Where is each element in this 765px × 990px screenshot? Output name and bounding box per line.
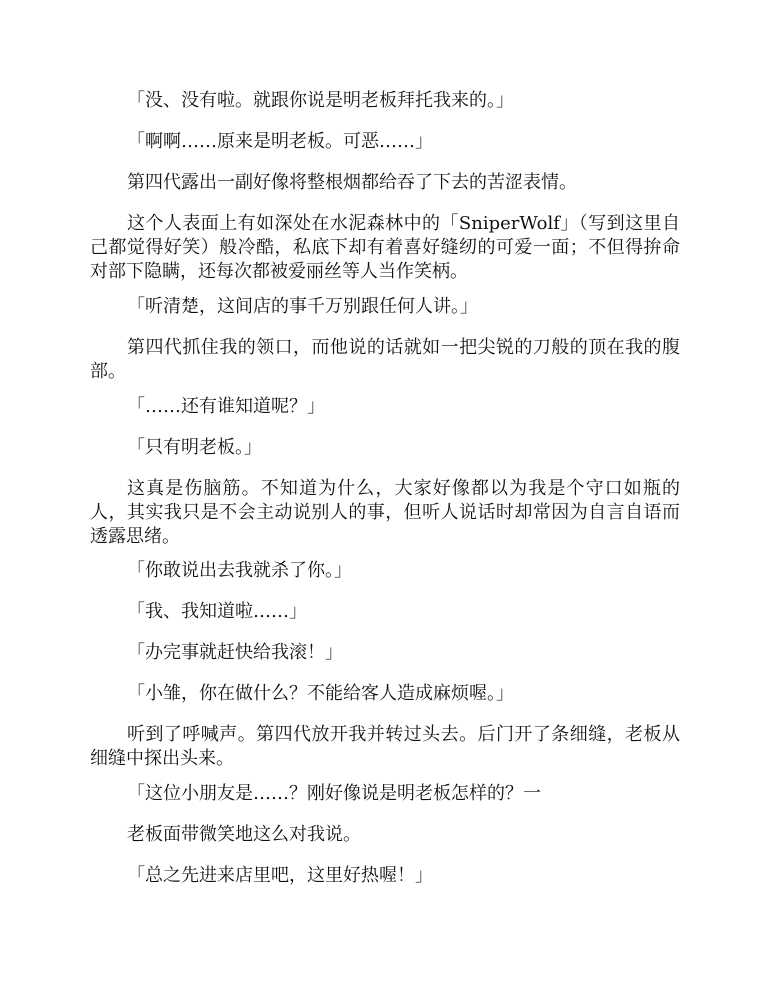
paragraph: 「啊啊……原来是明老板。可恶……」	[127, 131, 433, 152]
paragraph: 「没、没有啦。就跟你说是明老板拜托我来的。」	[127, 90, 514, 111]
paragraph: 这个人表面上有如深处在水泥森林中的「SniperWolf」（写到这里自己都觉得好笑）般冷酷，私底下却有着喜好缝纫的可爱一面；不但得拚命对部下隐瞒，还每次都被爱丽丝等人当作笑柄。	[90, 213, 680, 282]
paragraph: 「总之先进来店里吧，这里好热喔！」	[127, 865, 433, 886]
paragraph: 「你敢说出去我就杀了你。」	[127, 560, 352, 581]
paragraph: 老板面带微笑地这么对我说。	[127, 824, 361, 845]
paragraph: 「只有明老板。」	[127, 437, 262, 458]
paragraph: 「……还有谁知道呢？」	[127, 396, 325, 417]
paragraph: 「听清楚，这间店的事千万别跟任何人讲。」	[127, 296, 478, 317]
paragraph: 这真是伤脑筋。不知道为什么，大家好像都以为我是个守口如瓶的人，其实我只是不会主动说别人的事，但听人说话时却常因为自言自语而透露思绪。	[90, 478, 680, 547]
paragraph: 「办完事就赶快给我滚！」	[127, 642, 343, 663]
paragraph: 「我、我知道啦……」	[127, 601, 307, 622]
paragraph: 「这位小朋友是……？刚好像说是明老板怎样的？一	[127, 783, 541, 804]
paragraph: 第四代抓住我的领口，而他说的话就如一把尖锐的刀般的顶在我的腹部。	[90, 337, 680, 382]
paragraph: 「小雏，你在做什么？不能给客人造成麻烦喔。」	[127, 683, 514, 704]
paragraph: 听到了呼喊声。第四代放开我并转过头去。后门开了条细缝，老板从细缝中探出头来。	[90, 724, 680, 769]
paragraph: 第四代露出一副好像将整根烟都给吞了下去的苦涩表情。	[127, 172, 577, 193]
